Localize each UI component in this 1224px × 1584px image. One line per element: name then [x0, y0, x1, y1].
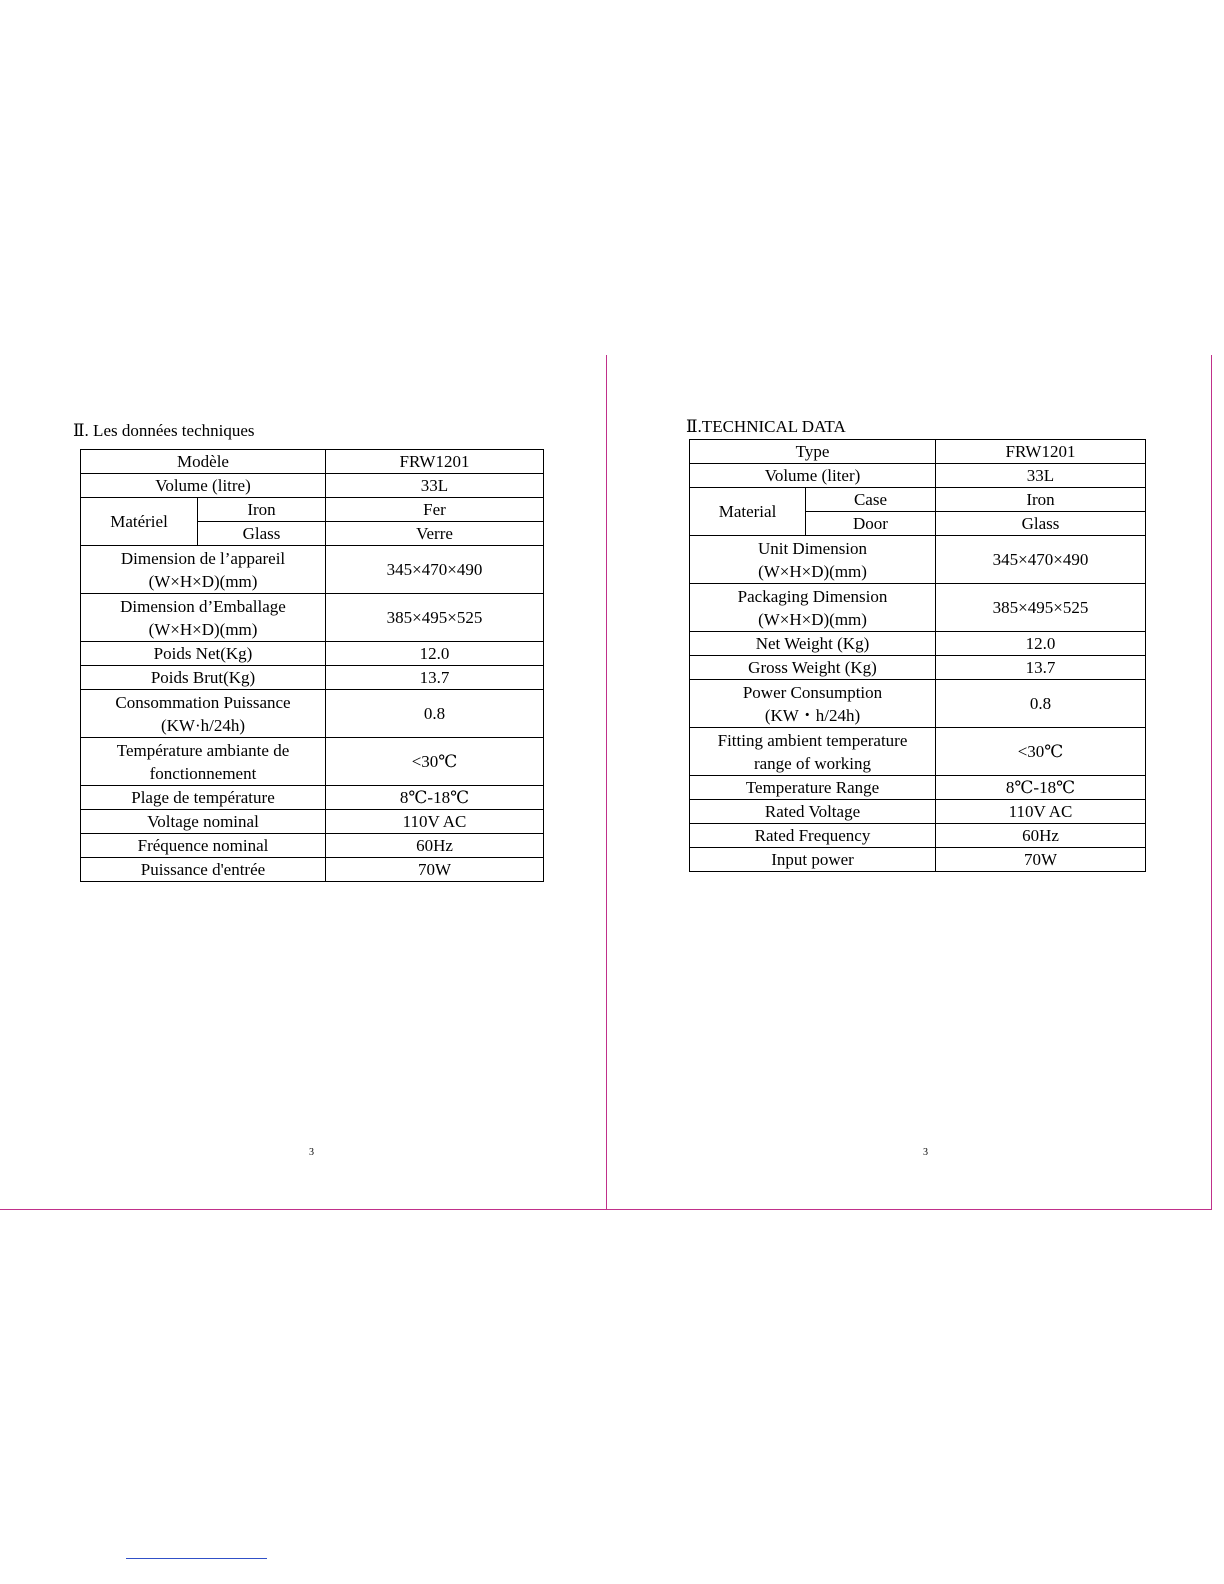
unit-dimension-label-line1: Dimension de l’appareil	[120, 548, 286, 568]
power-consumption-label-line1: Consommation Puissance	[115, 692, 291, 712]
net-weight-label: Net Weight (Kg)	[690, 632, 936, 656]
table-row	[690, 632, 1146, 656]
ambient-temperature-label-line2: range of working	[753, 753, 872, 773]
gross-weight-value: 13.7	[326, 666, 544, 690]
packaging-dimension-label-line1: Dimension d’Emballage	[120, 596, 286, 616]
material-sub-value: Verre	[326, 522, 544, 546]
input-power-label: Input power	[690, 848, 936, 872]
volume-label: Volume (liter)	[690, 464, 936, 488]
model-value: FRW1201	[326, 450, 544, 474]
gross-weight-label: Poids Brut(Kg)	[81, 666, 326, 690]
model-label: Type	[690, 440, 936, 464]
unit-dimension-label	[690, 536, 936, 584]
unit-dimension-label-line1: Unit Dimension	[757, 538, 868, 558]
net-weight-value: 12.0	[326, 642, 544, 666]
table-row	[690, 440, 1146, 464]
power-consumption-label-line2: (KW・h/24h)	[764, 705, 861, 725]
rated-voltage-label: Rated Voltage	[690, 800, 936, 824]
table-row	[81, 666, 544, 690]
table-row	[690, 680, 1146, 728]
unit-dimension-label-line2: (W×H×D)(mm)	[148, 571, 258, 591]
footnote-rule	[126, 1558, 267, 1559]
rated-frequency-value: 60Hz	[326, 834, 544, 858]
table-row	[690, 536, 1146, 584]
material-sub-value: Glass	[936, 512, 1146, 536]
table-row	[690, 776, 1146, 800]
temperature-range-label: Temperature Range	[690, 776, 936, 800]
table-row	[690, 824, 1146, 848]
english-page-number: 3	[923, 1147, 928, 1158]
volume-label: Volume (litre)	[81, 474, 326, 498]
rated-frequency-label: Fréquence nominal	[81, 834, 326, 858]
rated-voltage-value: 110V AC	[936, 800, 1146, 824]
french-spec-table	[80, 449, 544, 882]
model-label: Modèle	[81, 450, 326, 474]
table-row	[81, 690, 544, 738]
packaging-dimension-label-line2: (W×H×D)(mm)	[758, 609, 867, 629]
gross-weight-label: Gross Weight (Kg)	[690, 656, 936, 680]
power-consumption-label	[81, 690, 326, 738]
page-bottom-border	[0, 1209, 1212, 1210]
table-row	[690, 584, 1146, 632]
ambient-temperature-label-line2: fonctionnement	[149, 763, 257, 783]
volume-value: 33L	[936, 464, 1146, 488]
input-power-label: Puissance d'entrée	[81, 858, 326, 882]
ambient-temperature-value: <30℃	[936, 728, 1146, 776]
unit-dimension-label-line2: (W×H×D)(mm)	[758, 561, 867, 581]
french-page-number: 3	[309, 1147, 314, 1158]
packaging-dimension-label-line2: (W×H×D)(mm)	[148, 619, 258, 639]
table-row	[81, 858, 544, 882]
rated-voltage-value: 110V AC	[326, 810, 544, 834]
packaging-dimension-label	[690, 584, 936, 632]
table-row	[81, 810, 544, 834]
power-consumption-label	[690, 680, 936, 728]
table-row	[81, 474, 544, 498]
table-row	[81, 594, 544, 642]
unit-dimension-value: 345×470×490	[936, 536, 1146, 584]
material-sub-label: Door	[806, 512, 936, 536]
unit-dimension-label	[81, 546, 326, 594]
table-row	[81, 786, 544, 810]
packaging-dimension-value: 385×495×525	[936, 584, 1146, 632]
packaging-dimension-label	[81, 594, 326, 642]
table-row	[81, 738, 544, 786]
table-row	[690, 656, 1146, 680]
table-row	[690, 464, 1146, 488]
ambient-temperature-value: <30℃	[326, 738, 544, 786]
table-row	[81, 642, 544, 666]
table-row	[81, 450, 544, 474]
table-row	[690, 488, 1146, 512]
ambient-temperature-label	[690, 728, 936, 776]
rated-frequency-label: Rated Frequency	[690, 824, 936, 848]
material-sub-label: Iron	[198, 498, 326, 522]
ambient-temperature-label	[81, 738, 326, 786]
ambient-temperature-label-line1: Fitting ambient temperature	[717, 730, 908, 750]
gross-weight-value: 13.7	[936, 656, 1146, 680]
packaging-dimension-label-line1: Packaging Dimension	[737, 586, 888, 606]
net-weight-label: Poids Net(Kg)	[81, 642, 326, 666]
page-right-border	[1211, 355, 1212, 1210]
ambient-temperature-label-line1: Température ambiante de	[116, 740, 290, 760]
table-row	[81, 498, 544, 522]
french-section-heading: Ⅱ. Les données techniques	[73, 421, 255, 440]
power-consumption-value: 0.8	[936, 680, 1146, 728]
table-row	[690, 728, 1146, 776]
material-sub-value: Iron	[936, 488, 1146, 512]
power-consumption-value: 0.8	[326, 690, 544, 738]
net-weight-value: 12.0	[936, 632, 1146, 656]
material-label: Matériel	[81, 498, 198, 546]
rated-frequency-value: 60Hz	[936, 824, 1146, 848]
packaging-dimension-value: 385×495×525	[326, 594, 544, 642]
table-row	[81, 546, 544, 594]
table-row	[81, 834, 544, 858]
english-spec-table	[689, 439, 1146, 872]
power-consumption-label-line2: (KW·h/24h)	[160, 715, 246, 735]
material-sub-value: Fer	[326, 498, 544, 522]
table-row	[690, 848, 1146, 872]
temperature-range-value: 8℃-18℃	[326, 786, 544, 810]
input-power-value: 70W	[326, 858, 544, 882]
power-consumption-label-line1: Power Consumption	[742, 682, 883, 702]
page-divider-line	[606, 355, 607, 1210]
material-label: Material	[690, 488, 806, 536]
table-row	[690, 800, 1146, 824]
rated-voltage-label: Voltage nominal	[81, 810, 326, 834]
input-power-value: 70W	[936, 848, 1146, 872]
material-sub-label: Case	[806, 488, 936, 512]
material-sub-label: Glass	[198, 522, 326, 546]
volume-value: 33L	[326, 474, 544, 498]
temperature-range-label: Plage de température	[81, 786, 326, 810]
temperature-range-value: 8℃-18℃	[936, 776, 1146, 800]
model-value: FRW1201	[936, 440, 1146, 464]
english-section-heading: Ⅱ.TECHNICAL DATA	[686, 417, 846, 436]
unit-dimension-value: 345×470×490	[326, 546, 544, 594]
